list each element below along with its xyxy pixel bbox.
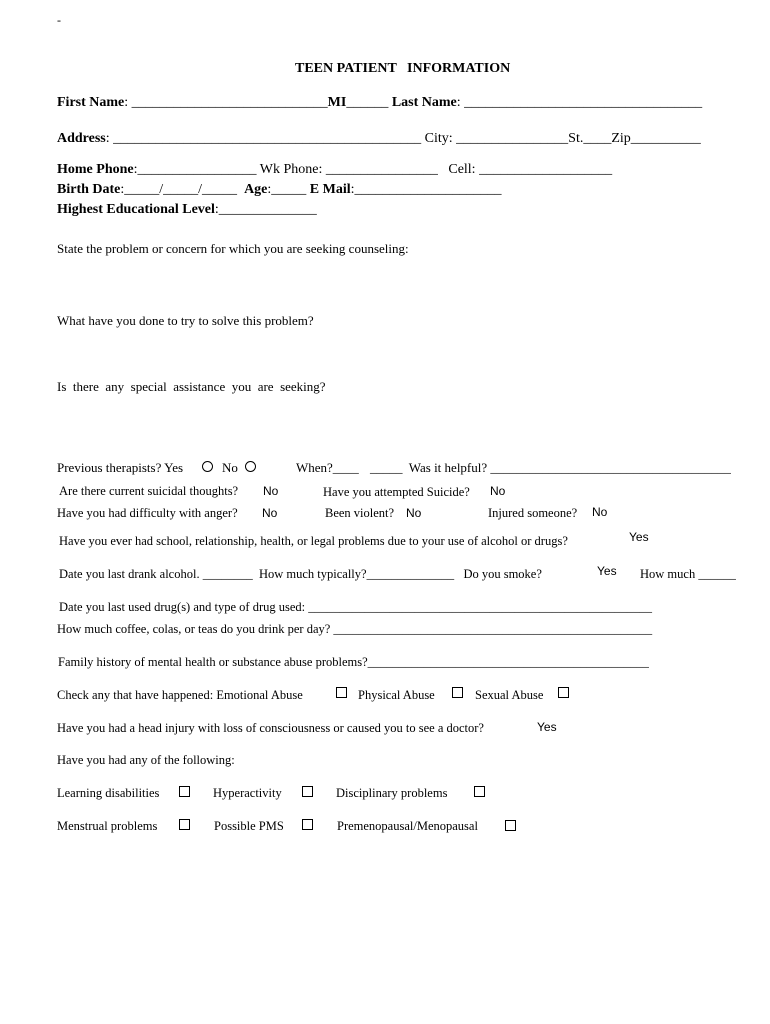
email-label: E Mail (309, 182, 351, 197)
disciplinary-label: Disciplinary problems (336, 786, 448, 800)
physical-abuse-checkbox[interactable] (452, 687, 463, 698)
therapists-no-label: No (222, 460, 238, 475)
head-injury-question: Have you had a head injury with loss of consciousness or caused you to see a doctor? (57, 721, 484, 735)
age-label: Age (244, 182, 268, 197)
email-field[interactable]: :_____________________ (350, 182, 502, 197)
smoke-how-much-field[interactable]: How much ______ (640, 567, 736, 581)
sexual-abuse-label: Sexual Abuse (475, 688, 544, 702)
mi-field[interactable]: ______ (346, 95, 392, 110)
tried-question: What have you done to try to solve this problem? (57, 313, 314, 328)
menopausal-checkbox[interactable] (505, 820, 516, 831)
address-city-zip-fields[interactable]: : ____________________________________________ City: ________________St.____Zip__________ (105, 131, 701, 146)
drank-question: Date you last drank alcohol. ________ How much typically?______________ Do you smoke? (59, 567, 542, 581)
problem-question: State the problem or concern for which you are seeking counseling: (57, 241, 409, 256)
first-name-field[interactable]: : ____________________________ (124, 95, 328, 110)
assistance-question: Is there any special assistance you are seeking? (57, 379, 326, 394)
attempted-answer[interactable]: No (490, 484, 506, 498)
corner-mark: - (57, 13, 61, 27)
drugs-used-field[interactable]: Date you last used drug(s) and type of drug used: _______________________________________________________ (59, 600, 652, 614)
phone-fields[interactable]: :_________________ Wk Phone: ________________ Cell: ___________________ (133, 162, 613, 177)
hyperactivity-label: Hyperactivity (213, 786, 282, 800)
education-row (57, 202, 317, 218)
alcohol-problems-answer[interactable]: Yes (629, 530, 649, 544)
first-name-label: First Name (57, 95, 125, 110)
address-row (57, 131, 701, 147)
alcohol-problems-question: Have you ever had school, relationship, health, or legal problems due to your use of alcohol or drugs? (59, 534, 568, 548)
phone-row (57, 162, 612, 178)
pms-label: Possible PMS (214, 819, 284, 833)
birth-row (57, 182, 502, 198)
violent-answer[interactable]: No (406, 506, 422, 520)
therapists-no-radio[interactable] (245, 461, 256, 472)
attempted-question: Have you attempted Suicide? (323, 485, 470, 499)
suicidal-answer[interactable]: No (263, 484, 279, 498)
last-name-label: Last Name (391, 95, 457, 110)
address-label: Address (57, 131, 106, 146)
disciplinary-checkbox[interactable] (474, 786, 485, 797)
therapists-helpful-field[interactable]: _____ Was it helpful? _____________________________________ (370, 460, 731, 475)
suicidal-question: Are there current suicidal thoughts? (59, 484, 239, 498)
therapists-yes-radio[interactable] (202, 461, 213, 472)
sexual-abuse-checkbox[interactable] (558, 687, 569, 698)
following-label: Have you had any of the following: (57, 753, 235, 767)
home-phone-label: Home Phone (57, 162, 134, 177)
head-injury-answer[interactable]: Yes (537, 720, 557, 734)
education-label: Highest Educational Level (57, 202, 215, 217)
injured-answer[interactable]: No (592, 505, 608, 519)
injured-question: Injured someone? (488, 506, 578, 520)
birth-date-label: Birth Date (57, 182, 121, 197)
mi-label: MI (327, 95, 347, 110)
therapists-label: Previous therapists? Yes (57, 460, 184, 475)
page-title: TEEN PATIENT INFORMATION (295, 61, 511, 76)
learning-label: Learning disabilities (57, 786, 160, 800)
birth-date-field[interactable]: :_____/_____/_____ (120, 182, 245, 197)
education-field[interactable]: :______________ (214, 202, 317, 217)
age-field[interactable]: :_____ (267, 182, 310, 197)
menopausal-label: Premenopausal/Menopausal (337, 819, 478, 833)
emotional-abuse-checkbox[interactable] (336, 687, 347, 698)
coffee-field[interactable]: How much coffee, colas, or teas do you drink per day? ___________________________________________________ (57, 622, 653, 636)
learning-checkbox[interactable] (179, 786, 190, 797)
smoke-answer[interactable]: Yes (597, 564, 617, 578)
therapists-when-field[interactable]: When?____ (296, 460, 359, 475)
anger-answer[interactable]: No (262, 506, 278, 520)
pms-checkbox[interactable] (302, 819, 313, 830)
anger-question: Have you had difficulty with anger? (57, 506, 238, 520)
violent-question: Been violent? (325, 506, 395, 520)
menstrual-checkbox[interactable] (179, 819, 190, 830)
last-name-field[interactable]: : __________________________________ (456, 95, 703, 110)
hyperactivity-checkbox[interactable] (302, 786, 313, 797)
physical-abuse-label: Physical Abuse (358, 688, 435, 702)
family-history-field[interactable]: Family history of mental health or substance abuse problems?_____________________________________________ (58, 655, 649, 669)
menstrual-label: Menstrual problems (57, 819, 158, 833)
name-row (57, 95, 702, 111)
abuse-label: Check any that have happened: Emotional Abuse (57, 688, 303, 702)
